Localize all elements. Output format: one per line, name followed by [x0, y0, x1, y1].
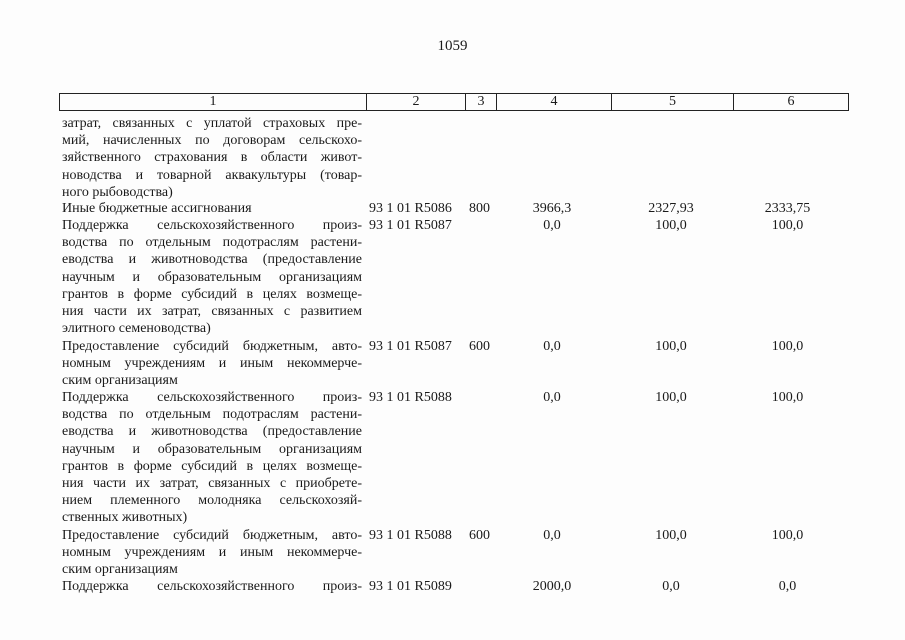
description-line: научным и образовательным организациям [62, 269, 362, 285]
value-col-5: 100,0 [655, 528, 687, 543]
description-line: Предоставление субсидий бюджетным, авто- [62, 339, 362, 354]
value-col-6: 100,0 [771, 218, 804, 233]
description-line: Поддержка сельскохозяйственного произ- [62, 218, 362, 233]
description-line: номным учреждениям и иным некоммерче- [62, 356, 362, 372]
description-line: затрат, связанных с уплатой страховых пре- [62, 116, 362, 131]
value-col-5: 0,0 [662, 579, 680, 594]
description-line: Поддержка сельскохозяйственного произ- [62, 390, 362, 405]
description-line: ния части их затрат, связанных с развитием [62, 304, 362, 320]
value-col-6: 100,0 [771, 339, 804, 354]
target-code: 93 1 01 R5088 [369, 528, 452, 543]
value-col-6: 2333,75 [764, 201, 811, 216]
row-description [62, 115, 362, 201]
column-header-4: 4 [497, 94, 612, 111]
column-header-3: 3 [466, 94, 497, 111]
description-line: научным и образовательным организациям [62, 441, 362, 457]
target-code: 93 1 01 R5086 [369, 201, 452, 216]
description-line: ния части их затрат, связанных с приобрете- [62, 476, 362, 492]
description-line: Предоставление субсидий бюджетным, авто- [62, 528, 362, 543]
row-description [62, 200, 362, 217]
value-col-4: 0,0 [543, 528, 561, 543]
column-header-2: 2 [367, 94, 466, 111]
description-line: ским организациям [62, 373, 178, 389]
row-description [62, 217, 362, 337]
description-line: Иные бюджетные ассигнования [62, 201, 252, 216]
row-description [62, 527, 362, 579]
value-col-6: 100,0 [771, 528, 804, 543]
value-col-6: 0,0 [778, 579, 797, 594]
description-line: грантов в форме субсидий в целях возмеще- [62, 458, 362, 474]
value-col-6: 100,0 [771, 390, 804, 405]
target-code: 93 1 01 R5087 [369, 218, 452, 233]
description-line: грантов в форме субсидий в целях возмеще- [62, 286, 362, 302]
description-line: Поддержка сельскохозяйственного произ- [62, 579, 362, 594]
column-header-5: 5 [612, 94, 734, 111]
description-line: нием племенного молодняка сельскохозяй- [62, 493, 362, 509]
description-line: водства по отдельным подотраслям растени- [62, 407, 362, 423]
row-description [62, 338, 362, 390]
description-line: водства по отдельным подотраслям растени- [62, 235, 362, 251]
expense-type: 600 [469, 339, 490, 354]
value-col-5: 100,0 [655, 339, 687, 354]
description-line: ственных животных) [62, 510, 188, 526]
value-col-4: 0,0 [543, 218, 561, 233]
description-line: новодства и товарной аквакультуры (товар- [62, 167, 362, 183]
column-header-table [59, 93, 849, 111]
description-line: элитного семеноводства) [62, 321, 211, 337]
description-line: мий, начисленных по договорам сельскохо- [62, 133, 362, 149]
value-col-4: 0,0 [543, 390, 561, 405]
description-line: ного рыбоводства) [62, 184, 173, 200]
value-col-4: 2000,0 [532, 579, 572, 594]
column-header-row [60, 94, 849, 111]
value-col-4: 0,0 [543, 339, 561, 354]
expense-type: 600 [469, 528, 490, 543]
expense-type: 800 [469, 201, 490, 216]
description-line: еводства и животноводства (предоставление [62, 424, 362, 440]
description-line: ским организациям [62, 562, 178, 578]
description-line: зяйственного страхования в области живот- [62, 150, 362, 166]
target-code: 93 1 01 R5087 [369, 339, 452, 354]
value-col-5: 2327,93 [648, 201, 694, 216]
value-col-5: 100,0 [655, 218, 687, 233]
target-code: 93 1 01 R5088 [369, 390, 452, 405]
column-header-6: 6 [734, 94, 849, 111]
value-col-5: 100,0 [655, 390, 687, 405]
page-number: 1059 [437, 38, 468, 54]
row-description [62, 578, 362, 595]
row-description [62, 389, 362, 527]
value-col-4: 3966,3 [532, 201, 572, 216]
column-header-1: 1 [60, 94, 367, 111]
description-line: номным учреждениям и иным некоммерче- [62, 545, 362, 561]
target-code: 93 1 01 R5089 [369, 579, 452, 594]
description-line: еводства и животноводства (предоставление [62, 252, 362, 268]
